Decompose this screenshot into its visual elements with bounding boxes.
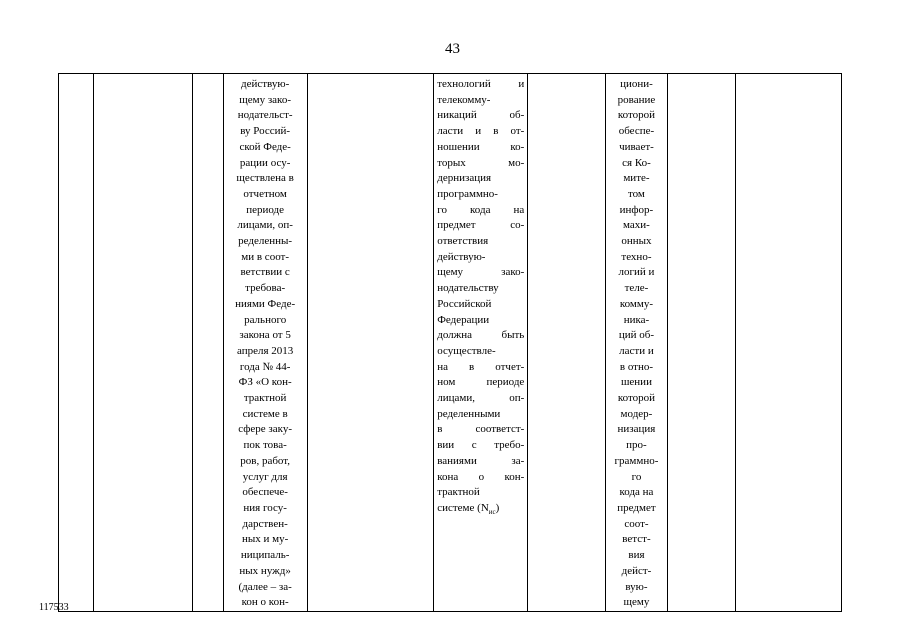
text-line: дейст-: [621, 564, 652, 577]
table-cell-col1: [59, 74, 94, 612]
text-line: дарствен-: [242, 517, 288, 530]
text-line: рального: [244, 313, 287, 326]
text-line: закона от 5: [239, 329, 291, 342]
text-line: предмет со-: [437, 219, 525, 232]
text-line: махи-: [623, 219, 650, 232]
text-line: ных нужд»: [239, 564, 291, 577]
table-cell-col2b: [193, 74, 223, 612]
text-line: кода на: [619, 486, 654, 499]
text-line: вии с требо-: [437, 439, 525, 452]
text-line: обеспе-: [618, 125, 655, 138]
text-line: действую-: [437, 250, 486, 263]
table-cell-col8: [668, 74, 735, 612]
text-line: циони-: [620, 78, 653, 90]
text-line: низация: [617, 423, 656, 436]
text-line: про-: [626, 439, 647, 452]
text-line: на в отчет-: [437, 360, 525, 373]
text-line: года № 44-: [239, 360, 291, 373]
text-line: нодательст-: [237, 109, 293, 122]
text-line: требова-: [245, 282, 286, 295]
col5-text: [434, 74, 527, 521]
subscript: ис: [488, 508, 496, 517]
text-line: чивает-: [619, 140, 654, 153]
text-line: вия: [628, 549, 645, 562]
text-line: апреля 2013: [236, 344, 294, 357]
text-line: дернизация: [437, 172, 492, 185]
text-line: телекомму-: [437, 93, 491, 106]
text-line: кон о кон-: [241, 596, 289, 609]
text-line: лицами, оп-: [437, 392, 525, 405]
text-line: ветст-: [622, 533, 651, 546]
text-line: ных и му-: [241, 533, 289, 546]
text-line: трактной: [437, 486, 480, 499]
text-line: ласти и: [619, 344, 654, 357]
text-line: сфере заку-: [238, 423, 293, 436]
document-code: 117533: [39, 602, 69, 613]
text-line: отчетном: [243, 187, 287, 200]
text-line: пок това-: [243, 439, 287, 452]
text-line: программно-: [437, 187, 498, 200]
text-line: которой: [617, 109, 656, 122]
text-line: услуг для: [242, 470, 288, 483]
text-line: щему: [623, 596, 650, 609]
text-line: вую-: [625, 580, 648, 593]
text-line: ношении ко-: [437, 140, 525, 153]
text-line: щему зако-: [437, 266, 525, 279]
document-table: [58, 73, 842, 612]
text-line: логий и: [618, 266, 655, 279]
text-line: ном периоде: [437, 376, 525, 389]
text-line: теле-: [624, 282, 649, 295]
text-line: мите-: [623, 172, 650, 185]
text-line: торых мо-: [437, 156, 525, 169]
text-line: ника-: [623, 313, 650, 326]
text-line: граммно-: [614, 454, 659, 467]
table-cell-col4: [307, 74, 434, 612]
text-line: онных: [621, 235, 652, 248]
text-line: ций об-: [618, 329, 655, 342]
text-line: трактной: [243, 392, 287, 405]
text-line: ся Ко-: [622, 156, 651, 169]
text-line: рование: [617, 93, 656, 106]
text-line: ву Россий-: [240, 125, 291, 138]
text-line: обеспече-: [242, 486, 288, 499]
text-line: периоде: [246, 203, 285, 216]
text-line: ниципаль-: [240, 549, 290, 562]
text-line: системе в: [242, 407, 288, 420]
text-line: модер-: [620, 407, 653, 420]
text-line: ществлена в: [236, 172, 294, 185]
text-line: кона о кон-: [437, 470, 525, 483]
text-line: щему зако-: [239, 93, 292, 106]
text-line: ветствии с: [240, 266, 290, 279]
text-line: ласти и в от-: [437, 125, 525, 138]
text-line: инфор-: [619, 203, 654, 216]
text-fragment: системе (N: [437, 501, 489, 514]
text-line: шении: [620, 376, 652, 389]
text-line: в соответст-: [437, 423, 525, 436]
col3-text: [224, 74, 307, 611]
table-cell-col5: [434, 74, 528, 612]
text-line: предмет: [617, 501, 656, 514]
text-line: [437, 501, 524, 521]
text-line: техно-: [621, 250, 652, 263]
text-line: Российской: [437, 297, 492, 310]
text-line: ской Феде-: [239, 140, 291, 153]
text-line: ниями Феде-: [235, 297, 296, 310]
text-line: нодательству: [437, 282, 499, 295]
text-line: ров, работ,: [240, 454, 291, 467]
text-line: действую-: [241, 78, 290, 90]
table-row: [59, 74, 842, 612]
text-line: соот-: [624, 517, 649, 530]
text-line: должна быть: [437, 329, 525, 342]
text-line: ваниями за-: [437, 454, 525, 467]
table-cell-col7: [605, 74, 668, 612]
text-line: лицами, оп-: [237, 219, 293, 232]
table-cell-col6: [528, 74, 605, 612]
col7-text: [606, 74, 668, 611]
text-line: Федерации: [437, 313, 490, 326]
text-line: никаций об-: [437, 109, 525, 122]
text-line: осуществле-: [437, 344, 496, 357]
table-cell-col3: [223, 74, 307, 612]
text-line: технологий и: [437, 78, 525, 90]
text-fragment: ): [495, 501, 500, 514]
text-line: ределенны-: [238, 235, 293, 248]
table-cell-col2: [93, 74, 193, 612]
text-line: комму-: [619, 297, 654, 310]
text-line: которой: [617, 392, 656, 405]
table-cell-col9: [735, 74, 841, 612]
text-line: ния госу-: [243, 501, 287, 514]
text-line: (далее – за-: [238, 580, 292, 593]
text-line: в отно-: [619, 360, 654, 373]
text-line: рации осу-: [239, 156, 291, 169]
text-line: ми в соот-: [241, 250, 290, 263]
text-line: го кода на: [437, 203, 525, 216]
text-line: го: [631, 470, 642, 483]
text-line: ответствия: [437, 235, 489, 248]
text-line: том: [627, 187, 645, 200]
page-number: 43: [445, 41, 460, 57]
text-line: ределенными: [437, 407, 501, 420]
text-line: ФЗ «О кон-: [238, 376, 292, 389]
